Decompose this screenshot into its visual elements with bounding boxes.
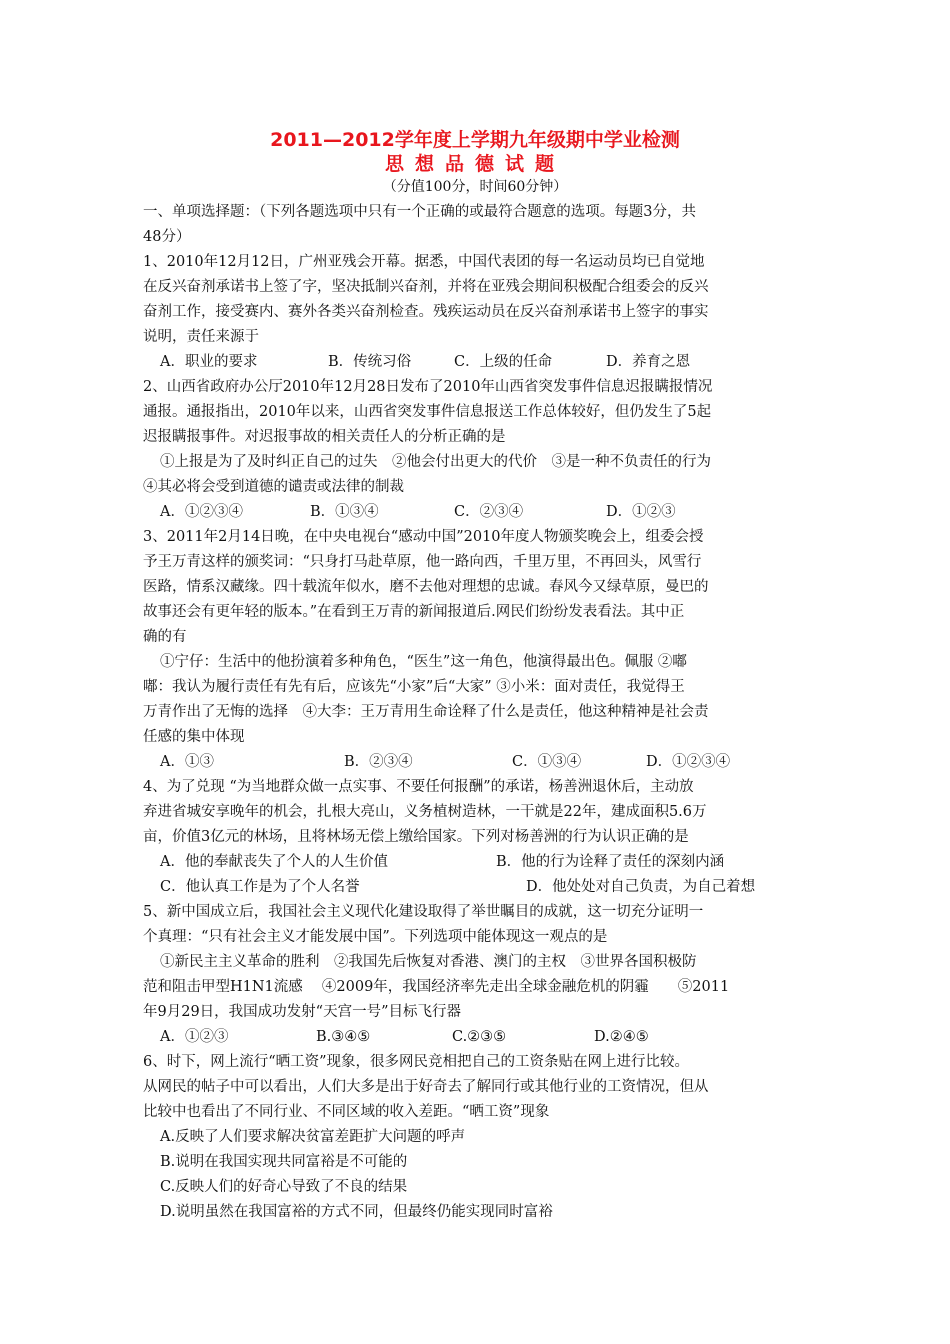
- option-d: D．他处处对自己负责，为自己着想: [526, 879, 756, 895]
- question-3-statement: 任感的集中体现: [143, 729, 245, 745]
- question-3-statement: 万青作出了无悔的选择 ④大李：王万青用生命诠释了什么是责任，他这种精神是社会责: [143, 704, 709, 720]
- question-1-line: 奋剂工作，接受赛内、赛外各类兴奋剂检查。残疾运动员在反兴奋剂承诺书上签字的事实: [143, 304, 709, 320]
- question-4-line: 4、为了兑现 “为当地群众做一点实事、不要任何报酬”的承诺，杨善洲退休后，主动放: [143, 779, 694, 795]
- question-4-line: 亩，价值3亿元的林场，且将林场无偿上缴给国家。下列对杨善洲的行为认识正确的是: [143, 829, 689, 845]
- option-c: C．②③④: [454, 504, 524, 520]
- question-6-line: 从网民的帖子中可以看出，人们大多是出于好奇去了解同行或其他行业的工资情况，但从: [143, 1079, 709, 1095]
- question-1-line: 在反兴奋剂承诺书上签了字，坚决抵制兴奋剂，并将在亚残会期间积极配合组委会的反兴: [143, 279, 709, 295]
- subject-title: 思想品德试题: [384, 153, 565, 175]
- question-2-line: 2、山西省政府办公厅2010年12月28日发布了2010年山西省突发事件信息迟报瞒报情况: [143, 379, 713, 395]
- question-2-statement: ④其必将会受到道德的谴责或法律的制裁: [143, 479, 404, 495]
- question-5-line: 个真理：“只有社会主义才能发展中国”。下列选项中能体现这一观点的是: [143, 929, 608, 945]
- section-instructions: 一、单项选择题：（下列各题选项中只有一个正确的或最符合题意的选项。每题3分，共: [143, 204, 696, 220]
- question-1-line: 说明，责任来源于: [143, 329, 259, 345]
- option-b: B．他的行为诠释了责任的深刻内涵: [496, 854, 725, 870]
- question-3-statement: ①宁仔：生活中的他扮演着多种角色，“医生”这一角色，他演得最出色。佩服 ②嘟: [160, 654, 687, 670]
- option-a: A．他的奉献丧失了个人的人生价值: [160, 854, 388, 870]
- question-3-line: 故事还会有更年轻的版本。”在看到王万青的新闻报道后.网民们纷纷发表看法。其中正: [143, 604, 685, 620]
- option-b: B．①③④: [310, 504, 379, 520]
- option-a: A．①②③④: [160, 504, 243, 520]
- exam-meta: （分值100分，时间60分钟）: [382, 179, 568, 195]
- question-2-line: 迟报瞒报事件。对迟报事故的相关责任人的分析正确的是: [143, 429, 506, 445]
- question-1-line: 1、2010年12月12日，广州亚残会开幕。据悉，中国代表团的每一名运动员均已自觉地: [143, 254, 705, 270]
- option-d: D.说明虽然在我国富裕的方式不同，但最终仍能实现同时富裕: [160, 1204, 553, 1220]
- option-c: C．①③④: [512, 754, 582, 770]
- question-6-line: 比较中也看出了不同行业、不同区域的收入差距。“晒工资”现象: [143, 1104, 550, 1120]
- option-b: B．传统习俗: [328, 354, 412, 370]
- option-d: D．①②③: [606, 504, 676, 520]
- question-5-statement: ①新民主主义革命的胜利 ②我国先后恢复对香港、澳门的主权 ③世界各国积极防: [160, 954, 697, 970]
- option-d: D．①②③④: [646, 754, 731, 770]
- question-2-statement: ①上报是为了及时纠正自己的过失 ②他会付出更大的代价 ③是一种不负责任的行为: [160, 454, 711, 470]
- option-c: C．他认真工作是为了个人名誉: [160, 879, 360, 895]
- question-5-statement: 范和阻击甲型H1N1流感 ④2009年，我国经济率先走出全球金融危机的阴霾 ⑤2011: [143, 979, 730, 995]
- question-4-line: 弃进省城安享晚年的机会，扎根大亮山，义务植树造林，一干就是22年，建成面积5.6万: [143, 804, 707, 820]
- section-instructions-cont: 48分）: [143, 229, 191, 245]
- option-c: C.②③⑤: [452, 1029, 507, 1045]
- question-3-line: 予王万青这样的颁奖词：“只身打马赴草原，他一路向西，千里万里，不再回头，风雪行: [143, 554, 702, 570]
- option-a: A.反映了人们要求解决贫富差距扩大问题的呼声: [160, 1129, 466, 1145]
- option-a: A．①②③: [160, 1029, 229, 1045]
- option-b: B.说明在我国实现共同富裕是不可能的: [160, 1154, 408, 1170]
- option-b: B．②③④: [344, 754, 413, 770]
- question-5-statement: 年9月29日，我国成功发射“天宫一号”目标飞行器: [143, 1004, 461, 1020]
- question-3-line: 确的有: [143, 629, 187, 645]
- option-b: B.③④⑤: [316, 1029, 371, 1045]
- option-c: C．上级的任命: [454, 354, 553, 370]
- option-a: A．①③: [160, 754, 214, 770]
- question-2-line: 通报。通报指出，2010年以来，山西省突发事件信息报送工作总体较好，但仍发生了5起: [143, 404, 712, 420]
- exam-title: 2011—2012学年度上学期九年级期中学业检测: [270, 129, 680, 151]
- option-a: A．职业的要求: [160, 354, 258, 370]
- option-d: D.②④⑤: [594, 1029, 649, 1045]
- question-3-line: 医路，情系汉藏缘。四十载流年似水，磨不去他对理想的忠诚。春风今又绿草原，曼巴的: [143, 579, 709, 595]
- question-6-line: 6、时下，网上流行“晒工资”现象，很多网民竞相把自己的工资条贴在网上进行比较。: [143, 1054, 690, 1070]
- question-3-line: 3、2011年2月14日晚，在中央电视台“感动中国”2010年度人物颁奖晚会上，组委会授: [143, 529, 704, 545]
- option-d: D．养育之恩: [606, 354, 691, 370]
- question-3-statement: 嘟：我认为履行责任有先有后，应该先“小家”后“大家” ③小米：面对责任，我觉得王: [143, 679, 685, 695]
- option-c: C.反映人们的好奇心导致了不良的结果: [160, 1179, 408, 1195]
- question-5-line: 5、新中国成立后，我国社会主义现代化建设取得了举世瞩目的成就，这一切充分证明一: [143, 904, 704, 920]
